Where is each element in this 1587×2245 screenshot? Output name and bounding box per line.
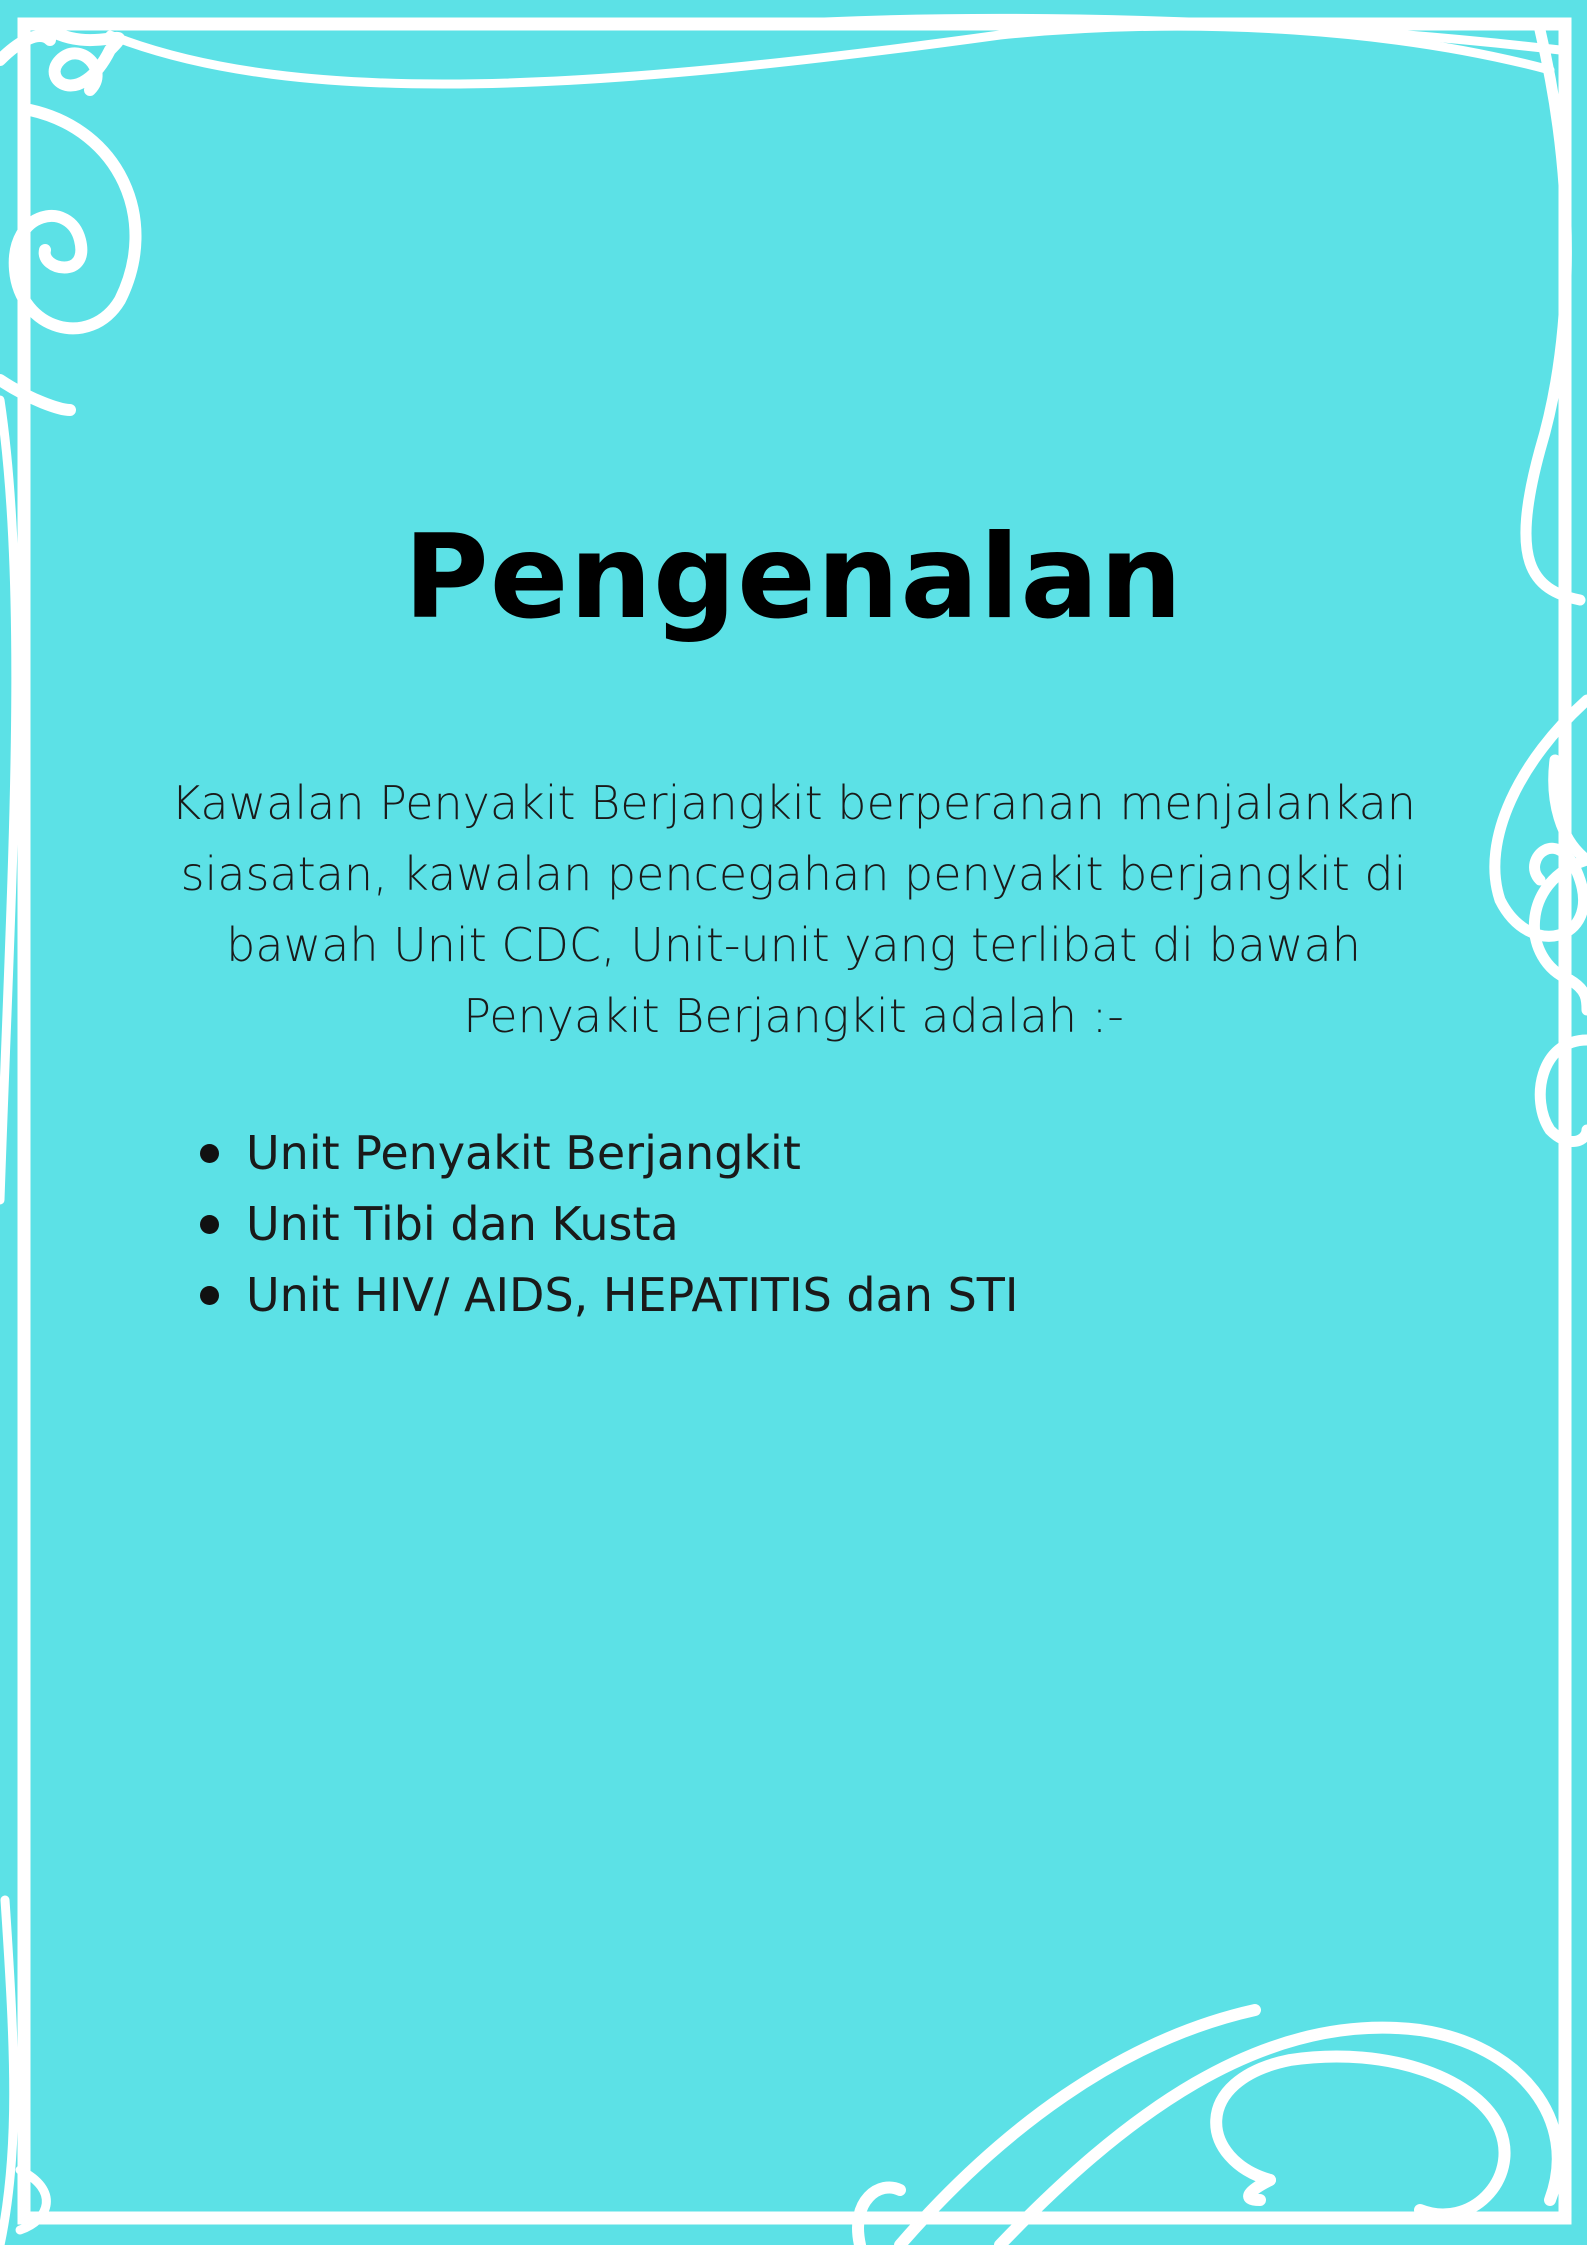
unit-label: Unit Penyakit Berjangkit xyxy=(246,1126,801,1180)
bullet-icon xyxy=(200,1144,219,1163)
list-item xyxy=(246,1260,1446,1331)
intro-paragraph: Kawalan Penyakit Berjangkit berperanan menjalankan siasatan, kawalan pencegahan penyakit berjangkit di bawah Unit CDC, Unit-unit yang terlibat di bawah Penyakit Berjangkit adalah :- xyxy=(171,776,1416,1043)
list-item xyxy=(246,1189,1446,1260)
unit-label: Unit Tibi dan Kusta xyxy=(246,1197,679,1251)
page-title: Pengenalan xyxy=(403,510,1184,645)
unit-label: Unit HIV/ AIDS, HEPATITIS dan STI xyxy=(246,1268,1019,1322)
bullet-icon xyxy=(200,1215,219,1234)
bullet-icon xyxy=(200,1286,219,1305)
bottom-right-swirl xyxy=(858,2010,1558,2245)
list-item xyxy=(246,1118,1446,1189)
unit-list xyxy=(170,1118,1446,1331)
